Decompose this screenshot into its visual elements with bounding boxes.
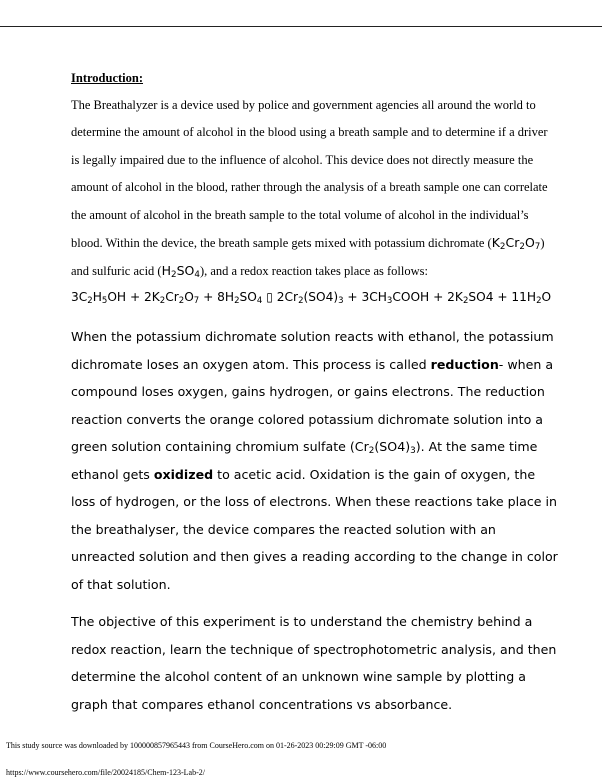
text-line: green solution containing chromium sulfate $(Cr_2(SO4)_3)$. At the same time <box>71 439 538 457</box>
text-line: dichromate loses an oxygen atom. This process is called reduction- when a <box>71 356 554 372</box>
section-heading: Introduction: <box>71 71 144 85</box>
text-line: reaction converts the orange colored potassium dichromate solution into a <box>71 411 544 427</box>
text-line: redox reaction, learn the technique of spectrophotometric analysis, and then <box>71 641 557 657</box>
text-line: of that solution. <box>71 576 171 592</box>
source-url: https://www.coursehero.com/file/20024185/Chem-123-Lab-2/ <box>6 768 205 777</box>
header-rule <box>0 26 602 27</box>
text-line: compound loses oxygen, gains hydrogen, or gains electrons. The reduction <box>71 384 545 399</box>
text-line: unreacted solution and then gives a reading according to the change in color <box>71 549 558 564</box>
text-line: The Breathalyzer is a device used by police and government agencies all around the world to <box>71 98 536 112</box>
text-line: graph that compares ethanol concentrations vs absorbance. <box>71 696 453 712</box>
text-line: blood. Within the device, the breath sample gets mixed with potassium dichromate $(K_2Cr_2O_7)$ <box>71 235 545 253</box>
text-line: amount of alcohol in the blood, rather through the analysis of a breath sample one can correlate <box>71 180 548 195</box>
intro-paragraph <box>71 92 548 286</box>
redox-equation: $3C_2H_5OH + 2K_2Cr_2O_7 + 8H_2SO_4$ ▯ $2Cr_2(SO4)_3$ + $3CH_3COOH + 2K_2SO4 + 11H_2O$ <box>71 290 552 307</box>
text-line: the breathalyser, the device compares the reacted solution with an <box>71 521 496 537</box>
text-line: determine the alcohol content of an unknown wine sample by plotting a <box>71 669 526 684</box>
text-line: is legally impaired due to the influence of alcohol. This device does not directly measure the <box>71 152 534 167</box>
reduction-paragraph <box>71 323 558 598</box>
text-line: ethanol gets oxidized to acetic acid. Oxidation is the gain of oxygen, the <box>71 466 536 482</box>
term-oxidized: oxidized <box>153 466 214 482</box>
formula-sulfuric-acid: $H_2SO_4$ <box>161 263 200 281</box>
objective-paragraph <box>71 608 557 718</box>
text-line: loss of hydrogen, or the loss of electrons. When these reactions take place in <box>71 494 558 509</box>
term-reduction: reduction <box>430 356 499 372</box>
download-notice: This study source was downloaded by 100000857965443 from CourseHero.com on 01-26-2023 00:29:09 GMT -06:00 <box>6 741 387 750</box>
formula-potassium-dichromate: $K_2Cr_2O_7$ <box>491 235 541 253</box>
text-line: the amount of alcohol in the breath sample to the total volume of alcohol in the individual’s <box>71 207 529 222</box>
text-line: The objective of this experiment is to understand the chemistry behind a <box>71 614 533 629</box>
text-line: When the potassium dichromate solution reacts with ethanol, the potassium <box>71 329 554 344</box>
text-line: determine the amount of alcohol in the blood using a breath sample and to determine if a driver <box>71 125 548 140</box>
text-line: and sulfuric acid $(H_2SO_4)$, and a redox reaction takes place as follows: <box>71 263 428 281</box>
